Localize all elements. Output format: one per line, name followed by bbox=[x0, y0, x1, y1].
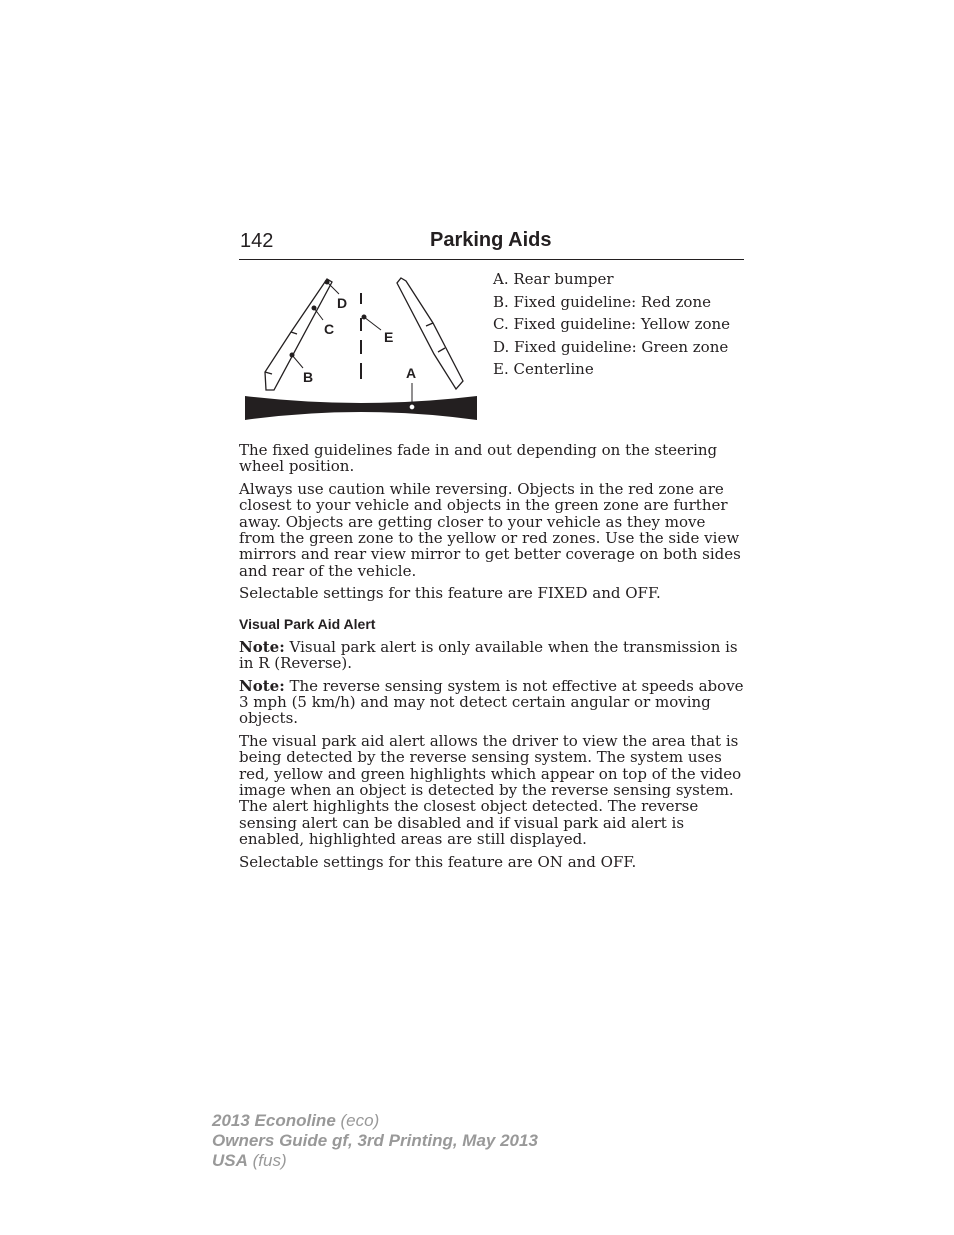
label-b: B bbox=[303, 369, 314, 385]
section-title: Parking Aids bbox=[430, 229, 552, 251]
footer-market: USA bbox=[212, 1151, 248, 1170]
left-guideline-divider-upper bbox=[291, 332, 297, 334]
legend-item-b: B. Fixed guideline: Red zone bbox=[493, 292, 711, 311]
footer-model: 2013 Econoline bbox=[212, 1111, 336, 1130]
callout-leader-e bbox=[364, 317, 381, 330]
page-header bbox=[239, 229, 744, 260]
label-c: C bbox=[324, 321, 335, 337]
paragraph-on-off-settings: Selectable settings for this feature are ON and OFF. bbox=[239, 852, 637, 871]
footer-guide-info: Owners Guide gf, 3rd Printing, May 2013 bbox=[212, 1131, 538, 1150]
footer-line-3 bbox=[212, 1151, 538, 1171]
note-2 bbox=[239, 678, 744, 727]
footer-model-code: (eco) bbox=[335, 1111, 380, 1130]
footer-line-2 bbox=[212, 1131, 538, 1151]
callout-leader-b bbox=[292, 355, 303, 368]
legend-item-e: E. Centerline bbox=[493, 360, 594, 378]
footer-line-1 bbox=[212, 1111, 538, 1131]
right-guideline-divider-upper bbox=[426, 323, 433, 326]
paragraph-fixed-settings: Selectable settings for this feature are FIXED and OFF. bbox=[239, 584, 661, 603]
footer-market-code: (fus) bbox=[247, 1151, 287, 1170]
paragraph-caution: Always use caution while reversing. Objects in the red zone are closest to your vehicle and objects in the green zone are further away. Objects are getting closer to your vehicle as they move from the green zone to the yellow or red zones. Use the side view mirrors and rear view mirror to get better coverage on both sides and rear of the vehicle. bbox=[239, 480, 741, 580]
section-heading-visual-park-aid-alert: Visual Park Aid Alert bbox=[239, 615, 376, 632]
page-footer bbox=[212, 1111, 538, 1171]
figure-legend bbox=[493, 268, 730, 381]
rear-bumper bbox=[245, 396, 477, 420]
legend-item-d: D. Fixed guideline: Green zone bbox=[493, 337, 729, 356]
left-guideline-divider-lower bbox=[265, 372, 272, 374]
note-1 bbox=[239, 639, 744, 672]
body-text bbox=[239, 442, 744, 877]
paragraph-fixed-guidelines: The fixed guidelines fade in and out depending on the steering wheel position. bbox=[239, 441, 718, 476]
left-guideline bbox=[265, 279, 335, 390]
note-label: Note: bbox=[239, 637, 285, 656]
page-number: 142 bbox=[240, 230, 274, 252]
legend-item-a: A. Rear bumper bbox=[493, 270, 614, 288]
callout-dot-a bbox=[409, 404, 415, 410]
note-2-text: The reverse sensing system is not effective at speeds above 3 mph (5 km/h) and may not detect certain angular or moving objects. bbox=[239, 676, 744, 728]
note-1-text: Visual park alert is only available when the transmission is in R (Reverse). bbox=[239, 637, 738, 672]
paragraph-visual-alert: The visual park aid alert allows the driver to view the area that is being detected by the reverse sensing system. The system uses red, yellow and green highlights which appear on top of the video image when an object is detected by the reverse sensing system. The alert highlights the closest object detected. The reverse sensing alert can be disabled and if visual park aid alert is enabled, highlighted areas are still displayed. bbox=[239, 732, 742, 848]
label-a: A bbox=[406, 365, 417, 381]
label-e: E bbox=[384, 329, 394, 345]
rear-camera-guideline-diagram bbox=[239, 268, 484, 428]
legend-item-c: C. Fixed guideline: Yellow zone bbox=[493, 315, 731, 333]
note-label: Note: bbox=[239, 676, 285, 695]
label-d: D bbox=[337, 295, 348, 311]
right-guideline-divider-lower bbox=[438, 348, 445, 352]
